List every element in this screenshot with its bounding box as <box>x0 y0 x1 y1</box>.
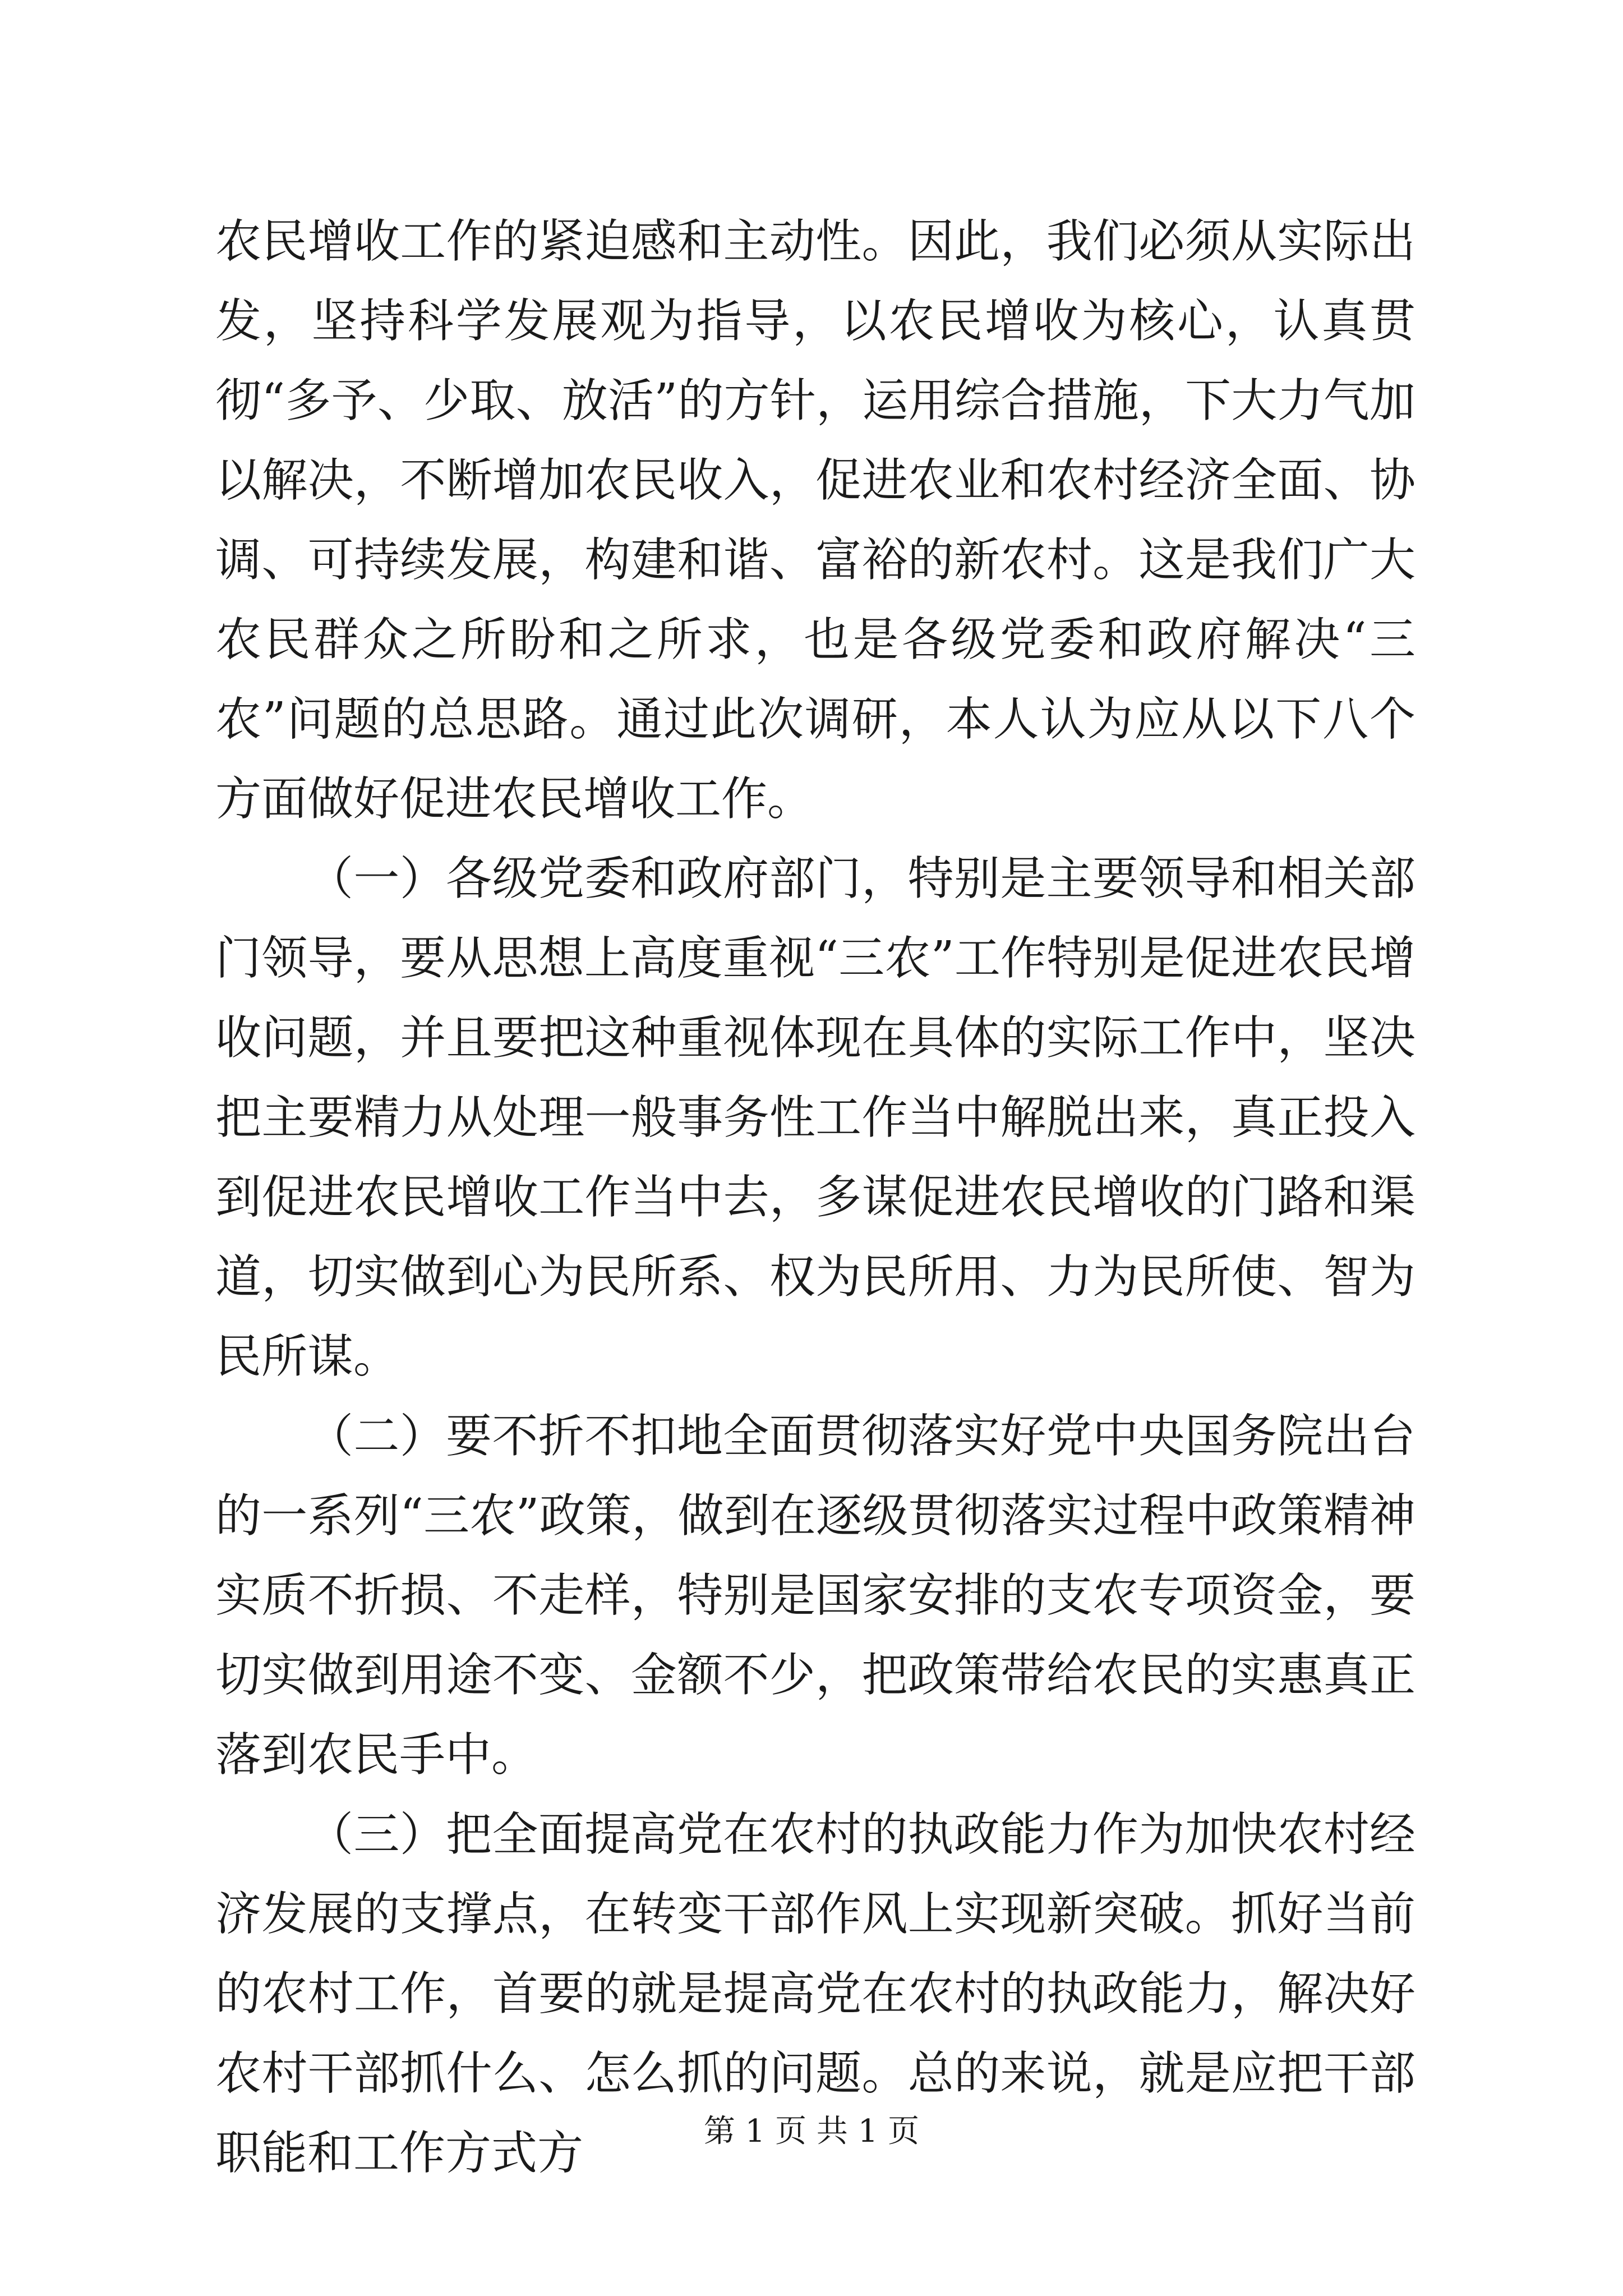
paragraph-item-1: （一）各级党委和政府部门，特别是主要领导和相关部门领导，要从思想上高度重视“三农”工作特别是促进农民增收问题，并且要把这种重视体现在具体的实际工作中，坚决把主要精力从处理一般事务性工作当中解脱出来，真正投入到促进农民增收工作当中去，多谋促进农民增收的门路和渠道，切实做到心为民所系、权为民所用、力为民所使、智为民所谋。 <box>215 852 1415 1383</box>
paragraph-intro-continued: 农民增收工作的紧迫感和主动性。因此，我们必须从实际出发，坚持科学发展观为指导，以农民增收为核心，认真贯彻“多予、少取、放活”的方针，运用综合措施，下大力气加以解决，不断增加农民收入，促进农业和农村经济全面、协调、可持续发展，构建和谐、富裕的新农村。这是我们广大农民群众之所盼和之所求，也是各级党委和政府解决“三农”问题的总思路。通过此次调研，本人认为应从以下八个方面做好促进农民增收工作。 <box>215 215 1415 826</box>
document-body <box>215 202 1415 2193</box>
paragraph-item-2: （二）要不折不扣地全面贯彻落实好党中央国务院出台的一系列“三农”政策，做到在逐级贯彻落实过程中政策精神实质不折损、不走样，特别是国家安排的支农专项资金，要切实做到用途不变、金额不少，把政策带给农民的实惠真正落到农民手中。 <box>215 1410 1415 1782</box>
page-footer: 第 1 页 共 1 页 <box>703 2113 920 2150</box>
paragraph-item-3: （三）把全面提高党在农村的执政能力作为加快农村经济发展的支撑点，在转变干部作风上实现新突破。抓好当前的农村工作，首要的就是提高党在农村的执政能力，解决好农村干部抓什么、怎么抓的问题。总的来说，就是应把干部职能和工作方式方 <box>215 1808 1415 2180</box>
